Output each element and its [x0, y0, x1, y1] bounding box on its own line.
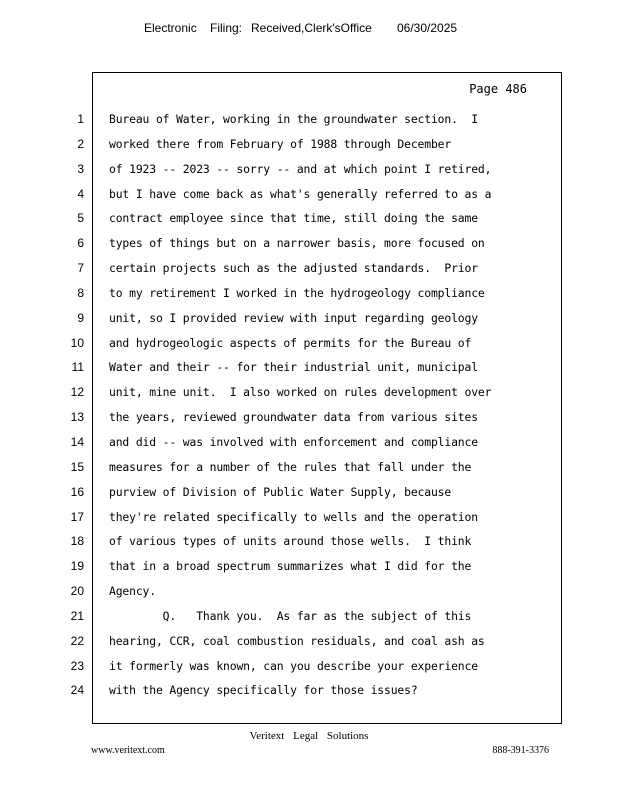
- transcript-line: certain projects such as the adjusted standards. Prior: [109, 261, 478, 276]
- transcript-line: hearing, CCR, coal combustion residuals, and coal ash as: [109, 633, 485, 648]
- line-number: 18: [70, 534, 84, 549]
- line-number: 17: [70, 509, 84, 524]
- line-number: 4: [77, 186, 84, 201]
- transcript-line: it formerly was known, can you describe your experience: [109, 658, 478, 673]
- transcript-line: of various types of units around those wells. I think: [109, 534, 472, 549]
- line-number: 24: [70, 683, 84, 698]
- transcript-line: of 1923 -- 2023 -- sorry -- and at which point I retired,: [109, 161, 492, 176]
- filing-header: [0, 21, 618, 37]
- line-number: 23: [70, 658, 84, 673]
- line-number: 6: [77, 236, 84, 251]
- line-number: 8: [77, 285, 84, 300]
- transcript-line: Water and their -- for their industrial unit, municipal: [109, 360, 478, 375]
- transcript-line: but I have come back as what's generally referred to as a: [109, 186, 492, 201]
- transcript-line: with the Agency specifically for those issues?: [109, 683, 418, 698]
- line-number: 5: [77, 211, 84, 226]
- line-number: 14: [70, 434, 84, 449]
- line-number: 1: [77, 112, 84, 126]
- transcript-line: Q. Thank you. As far as the subject of this: [109, 608, 472, 623]
- transcript-line: Bureau of Water, working in the groundwater section. I: [109, 112, 478, 126]
- line-number-column: [60, 110, 84, 706]
- transcript-line: contract employee since that time, still doing the same: [109, 211, 478, 226]
- transcript-line: the years, reviewed groundwater data from various sites: [109, 410, 478, 425]
- transcript-line: unit, so I provided review with input regarding geology: [109, 310, 478, 325]
- line-number: 20: [70, 584, 84, 599]
- transcript-line: and did -- was involved with enforcement and compliance: [109, 434, 478, 449]
- line-number: 15: [70, 459, 84, 474]
- transcript-line: and hydrogeologic aspects of permits for the Bureau of: [109, 335, 472, 350]
- transcript-line: unit, mine unit. I also worked on rules development over: [109, 385, 492, 400]
- line-number: 21: [70, 608, 84, 623]
- line-number: 16: [70, 484, 84, 499]
- transcript-line: that in a broad spectrum summarizes what I did for the: [109, 559, 472, 574]
- line-number: 22: [70, 633, 84, 648]
- transcript-line: Agency.: [109, 584, 156, 599]
- transcript-line: they're related specifically to wells and the operation: [109, 509, 478, 524]
- line-number: 10: [70, 335, 84, 350]
- page-number: Page 486: [469, 82, 527, 96]
- line-number: 9: [77, 310, 84, 325]
- filing-header-received: Received,Clerk'sOffice: [251, 21, 372, 35]
- footer-phone: 888-391-3376: [492, 745, 549, 756]
- footer-company: Veritext Legal Solutions: [249, 730, 369, 742]
- line-number: 7: [77, 261, 84, 276]
- line-number: 2: [77, 136, 84, 151]
- line-number: 11: [71, 360, 84, 375]
- line-number: 13: [70, 410, 84, 425]
- line-number: 12: [70, 385, 84, 400]
- transcript-line: worked there from February of 1988 through December: [109, 136, 452, 151]
- filing-header-filing: Filing:: [210, 21, 243, 35]
- line-number: 19: [70, 559, 84, 574]
- transcript-line: purview of Division of Public Water Supply, because: [109, 484, 452, 499]
- transcript-line: measures for a number of the rules that fall under the: [109, 459, 472, 474]
- transcript-line: types of things but on a narrower basis, more focused on: [109, 236, 485, 251]
- line-number: 3: [77, 161, 84, 176]
- footer-website: www.veritext.com: [91, 745, 165, 756]
- transcript-line: to my retirement I worked in the hydrogeology compliance: [109, 285, 485, 300]
- transcript-text: [109, 110, 549, 706]
- filing-header-electronic: Electronic: [144, 21, 197, 35]
- filing-header-date: 06/30/2025: [397, 21, 458, 35]
